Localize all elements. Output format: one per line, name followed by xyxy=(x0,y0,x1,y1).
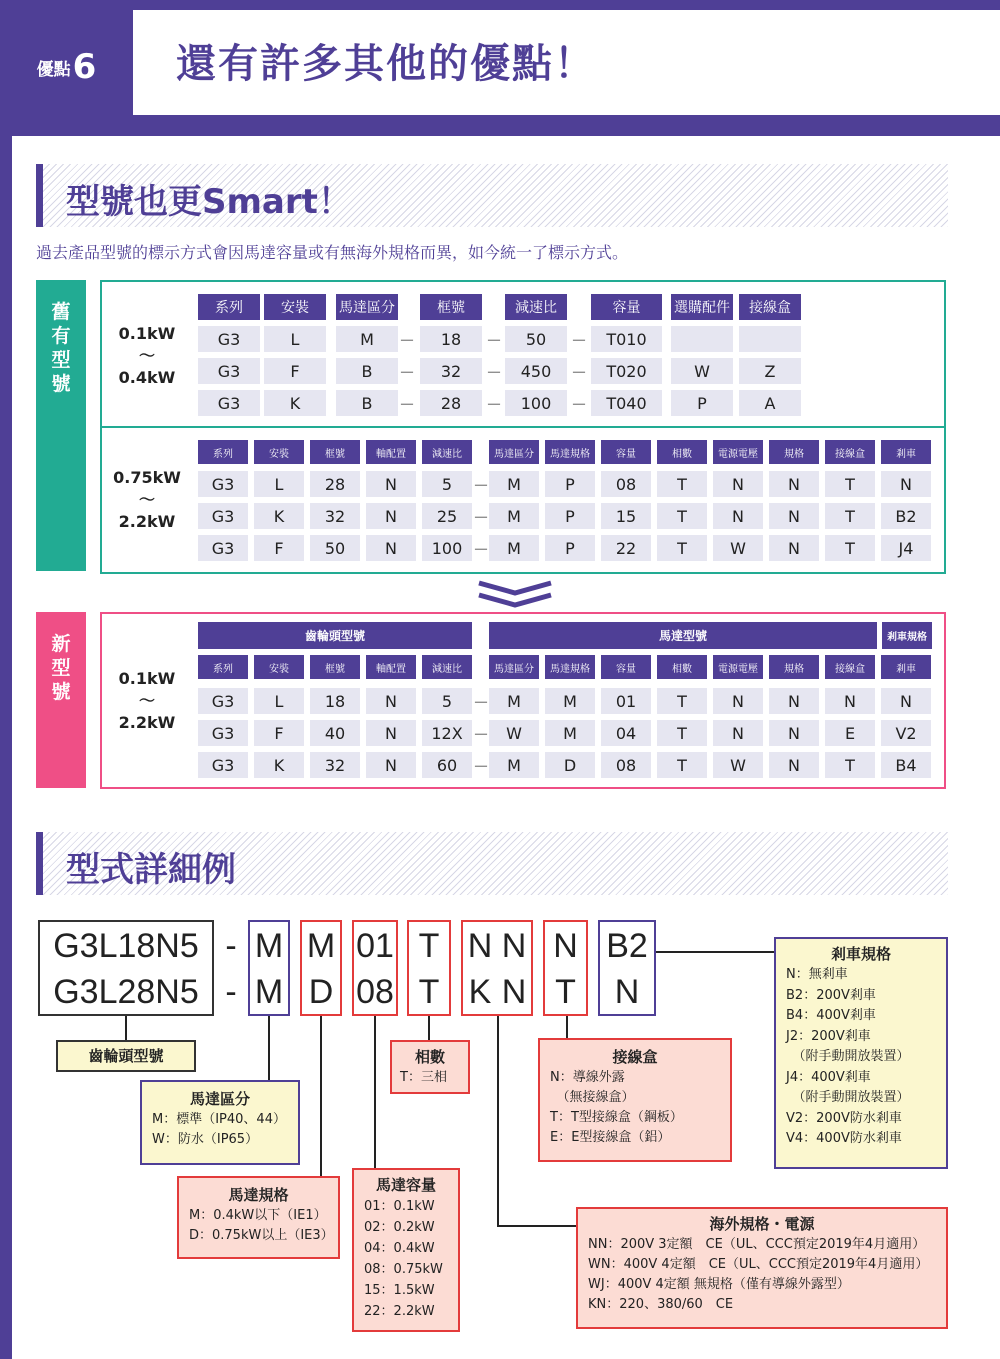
group-motor: 馬達型號 xyxy=(489,622,877,649)
section1-band xyxy=(36,164,948,227)
table-cell: 04 xyxy=(601,720,651,746)
table-header-cell: 容量 xyxy=(601,655,651,679)
note-line: 22：2.2kW xyxy=(364,1304,435,1319)
note-line: NN：200V 3定額 CE（UL、CCC預定2019年4月適用） xyxy=(588,1237,926,1252)
dash-separator: － xyxy=(473,724,490,744)
capacity-connector xyxy=(374,1016,376,1168)
table-cell: N xyxy=(769,688,819,714)
table-header-cell: 馬達區分 xyxy=(489,440,539,464)
note-line: 01：0.1kW xyxy=(364,1199,435,1214)
dash-separator: － xyxy=(486,394,503,414)
table-header-cell: 減速比 xyxy=(422,655,472,679)
table-cell: P xyxy=(671,390,733,416)
table-cell: B xyxy=(336,358,398,384)
motor-class-connector xyxy=(268,1016,270,1080)
table-cell: M xyxy=(489,471,539,497)
old-label-char: 有 xyxy=(51,325,71,347)
section2-band-bar xyxy=(36,832,43,895)
new-label-char: 新 xyxy=(51,633,71,655)
code-motor-spec-2: D xyxy=(308,972,334,1011)
table-header-cell: 馬達區分 xyxy=(336,294,398,320)
table-cell: G3 xyxy=(198,720,248,746)
note-line: B2：200V剎車 xyxy=(786,987,876,1003)
dash-separator: － xyxy=(399,362,416,382)
gearhead-label-text: 齒輪頭型號 xyxy=(88,1047,164,1065)
dash-separator: － xyxy=(473,692,490,712)
table-header-cell: 容量 xyxy=(601,440,651,464)
code-motor-spec-1: M xyxy=(306,926,336,965)
dash-separator: － xyxy=(399,330,416,350)
note-title: 馬達容量 xyxy=(375,1176,436,1194)
table-cell: B2 xyxy=(881,503,931,529)
table-cell: N xyxy=(366,471,416,497)
code-phase-1: T xyxy=(418,926,440,965)
table-cell: J4 xyxy=(881,535,931,561)
table-cell: 22 xyxy=(601,535,651,561)
table-cell: 32 xyxy=(310,503,360,529)
chevron-down-icon xyxy=(477,579,553,609)
table-cell: 18 xyxy=(310,688,360,714)
phase-connector xyxy=(428,1016,430,1040)
terminal-note xyxy=(538,1038,732,1162)
table-header-cell: 系列 xyxy=(198,655,248,679)
table-cell: 100 xyxy=(422,535,472,561)
old-model-label xyxy=(36,280,86,571)
table-cell: F xyxy=(264,358,326,384)
table-header-cell: 減速比 xyxy=(505,294,567,320)
table-cell: M xyxy=(489,688,539,714)
advantage-tab-label: 優點 xyxy=(36,59,71,80)
table-cell: M xyxy=(545,688,595,714)
table-cell: 28 xyxy=(310,471,360,497)
table-header-cell: 規格 xyxy=(769,440,819,464)
note-line: 02：0.2kW xyxy=(364,1220,435,1235)
table-cell: G3 xyxy=(198,503,248,529)
capacity-note xyxy=(352,1168,460,1332)
content-top-line xyxy=(12,134,1000,136)
code-sep-1: - xyxy=(225,926,237,965)
table-cell: L xyxy=(264,326,326,352)
note-line: J2：200V剎車 xyxy=(786,1028,871,1044)
table-cell xyxy=(671,326,733,352)
code-brake-2: N xyxy=(614,972,640,1011)
table-header-cell: 馬達規格 xyxy=(545,655,595,679)
table-cell: N xyxy=(713,688,763,714)
table-header-cell: 剎車 xyxy=(881,655,931,679)
table-cell: F xyxy=(254,720,304,746)
motor-spec-note xyxy=(177,1176,340,1259)
table-cell: T xyxy=(825,503,875,529)
old-model-divider xyxy=(100,426,946,428)
table-cell: G3 xyxy=(198,326,260,352)
note-line: N：無剎車 xyxy=(786,967,848,982)
overseas-note xyxy=(576,1207,948,1329)
note-line: T：T型接線盒（鋼板） xyxy=(550,1110,683,1125)
table-header-cell: 接線盒 xyxy=(739,294,801,320)
table-cell: Z xyxy=(739,358,801,384)
table-header-cell: 規格 xyxy=(769,655,819,679)
table-cell: N xyxy=(366,688,416,714)
table-cell: T xyxy=(657,720,707,746)
phase-note xyxy=(390,1040,470,1094)
note-title: 海外規格・電源 xyxy=(709,1215,815,1233)
dash-separator: － xyxy=(571,362,588,382)
old-b-range xyxy=(102,467,192,533)
table-header-cell: 框號 xyxy=(310,655,360,679)
code-overseas-a-2: K xyxy=(468,972,492,1011)
table-cell: N xyxy=(366,720,416,746)
table-cell: T xyxy=(657,535,707,561)
table-cell: T xyxy=(657,503,707,529)
gear-connector xyxy=(125,1016,127,1040)
note-line: T：三相 xyxy=(400,1070,447,1085)
code-terminal-2: T xyxy=(555,972,576,1011)
table-cell: B xyxy=(336,390,398,416)
note-line: B4：400V剎車 xyxy=(786,1008,876,1023)
table-cell: 100 xyxy=(505,390,567,416)
table-cell: N xyxy=(713,471,763,497)
left-bar xyxy=(0,0,12,1359)
code-gear-2: G3L28N5 xyxy=(53,972,199,1011)
table-header-cell: 相數 xyxy=(657,655,707,679)
table-header-cell: 系列 xyxy=(198,440,248,464)
table-cell: E xyxy=(825,720,875,746)
table-header-cell: 剎車 xyxy=(881,440,931,464)
group-brake: 剎車規格 xyxy=(882,622,932,649)
table-cell: G3 xyxy=(198,535,248,561)
code-overseas-a-1: N xyxy=(467,926,493,965)
new-range xyxy=(102,668,192,734)
note-line: 04：0.4kW xyxy=(364,1241,435,1256)
table-cell: N xyxy=(366,503,416,529)
note-line: （附手動開放裝置） xyxy=(786,1049,910,1064)
table-cell: T xyxy=(825,535,875,561)
note-line: WN：400V 4定額 CE（UL、CCC預定2019年4月適用） xyxy=(588,1257,929,1272)
old-label-char: 號 xyxy=(51,373,71,395)
top-bar xyxy=(0,0,1000,10)
code-motor-class-2: M xyxy=(254,972,284,1011)
table-cell: P xyxy=(545,503,595,529)
note-line: V2：200V防水剎車 xyxy=(786,1110,902,1126)
table-cell: 60 xyxy=(422,752,472,778)
new-model-label xyxy=(36,612,86,788)
note-line: N：導線外露 xyxy=(550,1070,625,1085)
note-title: 相數 xyxy=(414,1048,445,1066)
table-cell: T xyxy=(657,752,707,778)
terminal-connector xyxy=(566,1016,568,1038)
group-gearhead: 齒輪頭型號 xyxy=(198,622,472,649)
table-cell: K xyxy=(254,752,304,778)
table-cell: N xyxy=(881,471,931,497)
note-line: M：0.4kW以下（IE1） xyxy=(189,1208,327,1223)
note-line: （附手動開放裝置） xyxy=(786,1090,910,1105)
table-cell: K xyxy=(264,390,326,416)
table-cell: 40 xyxy=(310,720,360,746)
table-cell: M xyxy=(489,752,539,778)
section2-band xyxy=(36,832,948,895)
table-cell: M xyxy=(489,503,539,529)
section1-band-bar xyxy=(36,164,43,227)
table-cell: N xyxy=(769,535,819,561)
code-capacity-1: 01 xyxy=(356,926,394,965)
motor-class-note xyxy=(140,1080,300,1165)
code-capacity-2: 08 xyxy=(356,972,394,1011)
table-cell: T xyxy=(825,752,875,778)
overseas-connector-v xyxy=(497,1016,499,1226)
note-line: E：E型接線盒（鋁） xyxy=(550,1130,671,1145)
note-line: J4：400V剎車 xyxy=(786,1069,871,1085)
table-header-cell: 安裝 xyxy=(254,655,304,679)
table-cell: 08 xyxy=(601,471,651,497)
code-sep-2: - xyxy=(225,972,237,1011)
dash-separator: － xyxy=(571,394,588,414)
code-phase-2: T xyxy=(418,972,440,1011)
table-cell: 01 xyxy=(601,688,651,714)
table-cell: G3 xyxy=(198,471,248,497)
table-header-cell: 安裝 xyxy=(264,294,326,320)
old-label-char: 舊 xyxy=(51,301,71,323)
code-overseas-b-1: N xyxy=(501,926,527,965)
table-header-cell: 選購配件 xyxy=(671,294,733,320)
table-header-cell: 框號 xyxy=(310,440,360,464)
note-line: WJ：400V 4定額 無規格（僅有導線外露型） xyxy=(588,1277,850,1292)
range-tilde: 〜 xyxy=(138,346,155,365)
dash-separator: － xyxy=(473,507,490,527)
table-cell: G3 xyxy=(198,688,248,714)
table-cell: K xyxy=(254,503,304,529)
table-header-cell: 馬達規格 xyxy=(545,440,595,464)
table-cell: W xyxy=(489,720,539,746)
note-title: 接線盒 xyxy=(612,1048,658,1066)
range-end: 0.4kW xyxy=(118,368,176,387)
note-line: 15：1.5kW xyxy=(364,1283,435,1298)
table-cell: T xyxy=(825,471,875,497)
table-header-cell: 相數 xyxy=(657,440,707,464)
table-cell: P xyxy=(545,535,595,561)
table-cell: 50 xyxy=(310,535,360,561)
table-header-cell: 系列 xyxy=(198,294,260,320)
table-header-cell: 減速比 xyxy=(422,440,472,464)
note-line: M：標準（IP40、44） xyxy=(152,1112,286,1127)
table-cell: M xyxy=(336,326,398,352)
table-cell: G3 xyxy=(198,752,248,778)
table-cell: M xyxy=(545,720,595,746)
range-tilde: 〜 xyxy=(138,691,155,710)
range-end: 2.2kW xyxy=(118,512,176,531)
table-header-cell: 軸配置 xyxy=(366,440,416,464)
table-cell: L xyxy=(254,688,304,714)
brake-connector xyxy=(656,951,774,953)
table-header-cell: 馬達區分 xyxy=(489,655,539,679)
table-cell: M xyxy=(489,535,539,561)
table-cell: N xyxy=(881,688,931,714)
range-end: 2.2kW xyxy=(118,713,176,732)
code-overseas-b-2: N xyxy=(501,972,527,1011)
note-title: 馬達區分 xyxy=(189,1090,250,1108)
note-title: 馬達規格 xyxy=(228,1186,289,1204)
table-cell: N xyxy=(366,752,416,778)
section2-title: 型式詳細例 xyxy=(66,850,236,890)
table-cell: N xyxy=(769,720,819,746)
table-cell: 450 xyxy=(505,358,567,384)
advantage-tab-number: 6 xyxy=(72,47,97,87)
note-line: （無接線盒） xyxy=(550,1090,635,1105)
dash-separator: － xyxy=(473,756,490,776)
header-underline xyxy=(133,115,1000,134)
note-line: 08：0.75kW xyxy=(364,1262,443,1277)
table-cell: N xyxy=(713,503,763,529)
code-gear-1: G3L18N5 xyxy=(53,926,199,965)
table-cell: N xyxy=(769,752,819,778)
new-label-char: 型 xyxy=(51,657,71,679)
dash-separator: － xyxy=(486,330,503,350)
table-cell: 28 xyxy=(420,390,482,416)
note-line: D：0.75kW以上（IE3） xyxy=(189,1228,334,1243)
range-start: 0.75kW xyxy=(113,468,181,487)
code-terminal-1: N xyxy=(553,926,578,965)
table-cell: 50 xyxy=(505,326,567,352)
code-motor-class-1: M xyxy=(254,926,284,965)
motor-spec-connector xyxy=(320,1016,322,1176)
table-cell: 32 xyxy=(310,752,360,778)
dash-separator: － xyxy=(571,330,588,350)
table-cell: G3 xyxy=(198,390,260,416)
note-line: V4：400V防水剎車 xyxy=(786,1131,902,1146)
note-line: W：防水（IP65） xyxy=(152,1132,259,1147)
gearhead-label xyxy=(56,1040,196,1072)
table-cell: N xyxy=(713,720,763,746)
dash-separator: － xyxy=(486,362,503,382)
table-cell: W xyxy=(671,358,733,384)
section1-intro: 過去產品型號的標示方式會因馬達容量或有無海外規格而異，如今統一了標示方式。 xyxy=(36,243,629,262)
table-cell: 5 xyxy=(422,688,472,714)
table-cell: T040 xyxy=(591,390,662,416)
range-start: 0.1kW xyxy=(118,669,176,688)
table-cell: G3 xyxy=(198,358,260,384)
table-cell: A xyxy=(739,390,801,416)
table-header-cell: 接線盒 xyxy=(825,440,875,464)
table-cell: 08 xyxy=(601,752,651,778)
table-header-cell: 容量 xyxy=(591,294,662,320)
dash-separator: － xyxy=(473,539,490,559)
table-cell: T020 xyxy=(591,358,662,384)
table-cell xyxy=(739,326,801,352)
table-cell: N xyxy=(769,503,819,529)
table-header-cell: 軸配置 xyxy=(366,655,416,679)
table-cell: B4 xyxy=(881,752,931,778)
range-tilde: 〜 xyxy=(138,490,155,509)
table-header-cell: 框號 xyxy=(420,294,482,320)
table-cell: 12X xyxy=(422,720,472,746)
table-cell: T010 xyxy=(591,326,662,352)
table-header-cell: 接線盒 xyxy=(825,655,875,679)
table-cell: V2 xyxy=(881,720,931,746)
table-header-cell: 電源電壓 xyxy=(713,655,763,679)
section1-title: 型號也更Smart！ xyxy=(66,182,352,222)
table-cell: 15 xyxy=(601,503,651,529)
dash-separator: － xyxy=(399,394,416,414)
table-cell: W xyxy=(713,535,763,561)
table-cell: 25 xyxy=(422,503,472,529)
code-brake-1: B2 xyxy=(606,926,648,965)
dash-separator: － xyxy=(473,475,490,495)
table-cell: W xyxy=(713,752,763,778)
table-header-cell: 安裝 xyxy=(254,440,304,464)
table-cell: N xyxy=(769,471,819,497)
range-start: 0.1kW xyxy=(118,324,176,343)
table-cell: N xyxy=(825,688,875,714)
table-cell: 18 xyxy=(420,326,482,352)
table-cell: P xyxy=(545,471,595,497)
table-header-cell: 電源電壓 xyxy=(713,440,763,464)
note-title: 剎車規格 xyxy=(830,945,891,963)
table-cell: T xyxy=(657,471,707,497)
table-cell: 5 xyxy=(422,471,472,497)
new-label-char: 號 xyxy=(51,681,71,703)
old-a-range xyxy=(102,323,192,389)
table-cell: N xyxy=(366,535,416,561)
table-cell: F xyxy=(254,535,304,561)
page-title: 還有許多其他的優點！ xyxy=(176,41,596,87)
table-cell: 32 xyxy=(420,358,482,384)
table-cell: T xyxy=(657,688,707,714)
table-cell: D xyxy=(545,752,595,778)
note-line: KN：220、380/60 CE xyxy=(588,1297,734,1312)
table-cell: L xyxy=(254,471,304,497)
old-label-char: 型 xyxy=(51,349,71,371)
brake-note xyxy=(774,937,948,1169)
overseas-connector-h xyxy=(497,1225,577,1227)
advantage-tab xyxy=(0,0,133,134)
